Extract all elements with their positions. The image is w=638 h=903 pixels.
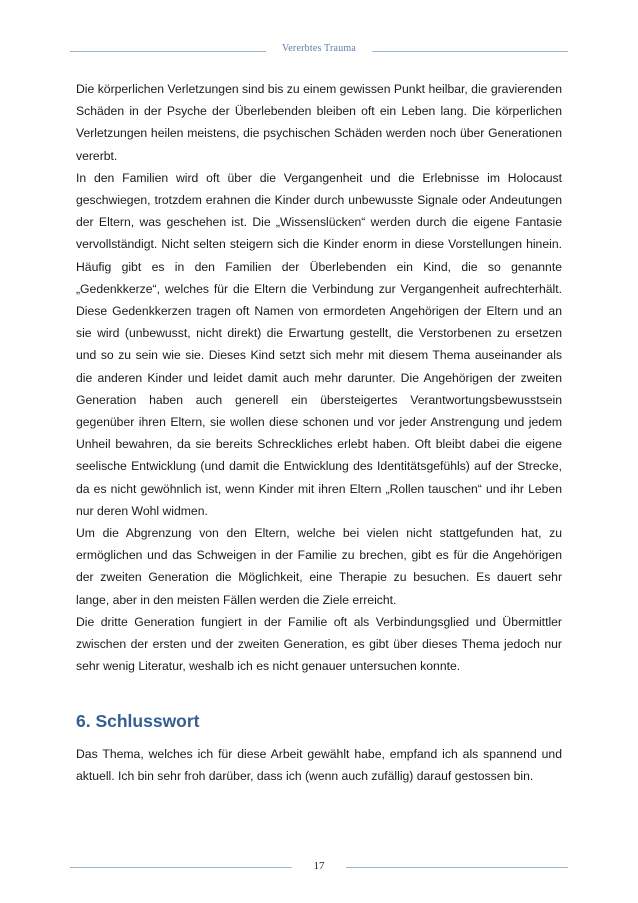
running-header-title: Vererbtes Trauma (281, 43, 357, 54)
paragraph: Das Thema, welches ich für diese Arbeit gewählt habe, empfand ich als spannend und aktuell. Ich bin sehr froh darüber, dass ich (wenn auch zufällig) darauf gestossen bin. (76, 747, 562, 784)
paragraph: Die dritte Generation fungiert in der Familie oft als Verbindungsglied und Übermittler zwischen der ersten und der zweiten Generation, es gibt über dieses Thema jedoch nur sehr wenig Literatur, weshalb ich es nicht genauer untersuchen konnte. (76, 614, 562, 674)
header-rule-right (372, 51, 568, 52)
page-header (70, 39, 568, 59)
paragraph: In den Familien wird oft über die Vergangenheit und die Erlebnisse im Holocaust geschwiegen, trotzdem erahnen die Kinder durch unbewusste Signale oder Andeutungen der Eltern, was geschehen ist. Die „Wissenslücken“ werden durch die eigene Fantasie vervollständigt. Nicht selten steigern sich die Kinder enorm in diese Vorstellungen hinein. Häufig gibt es in den Familien der Überlebenden ein Kind, die so genannte „Gedenkkerze“, welches für die Eltern die Verbindung zur Vergangenheit aufrechterhält. Diese Gedenkkerzen tragen oft Namen von ermordeten Angehörigen der Eltern und an sie wird (unbewusst, nicht direkt) die Erwartung gestellt, die Verstorbenen zu ersetzen und so zu sein wie sie. Dieses Kind setzt sich mehr mit diesem Thema auseinander als die anderen Kinder und leidet damit auch mehr darunter. Die Angehörigen der zweiten Generation haben auch generell ein übersteigertes Verantwortungsbewusstsein gegenüber ihren Eltern, sie wollen diese schonen und vor jeder Anstrengung und jedem Unheil bewahren, da sie bereits Schreckliches erlebt haben. Oft bleibt dabei die eigene seelische Entwicklung (und damit die Entwicklung des Identitätsgefühls) auf der Strecke, da es nicht gewöhnlich ist, wenn Kinder mit ihren Eltern „Rollen tauschen“ und ihr Leben nur deren Wohl widmen. (76, 170, 562, 518)
section-heading: 6. Schlusswort (76, 711, 200, 731)
page-footer (70, 858, 568, 878)
footer-rule-right (346, 867, 568, 868)
section-body (76, 743, 562, 787)
paragraph: Um die Abgrenzung von den Eltern, welche bei vielen nicht stattgefunden hat, zu ermöglichen und das Schweigen in der Familie zu brechen, gibt es für die Angehörigen der zweiten Generation die Möglichkeit, eine Therapie zu besuchen. Es dauert sehr lange, aber in den meisten Fällen werden die Ziele erreicht. (76, 526, 562, 607)
page-number: 17 (313, 860, 325, 872)
paragraph: Die körperlichen Verletzungen sind bis zu einem gewissen Punkt heilbar, die gravierenden Schäden in der Psyche der Überlebenden bleiben oft ein Leben lang. Die körperlichen Verletzungen heilen meistens, die psychischen Schäden werden noch über Generationen vererbt. (76, 82, 562, 163)
body-text (76, 78, 562, 677)
